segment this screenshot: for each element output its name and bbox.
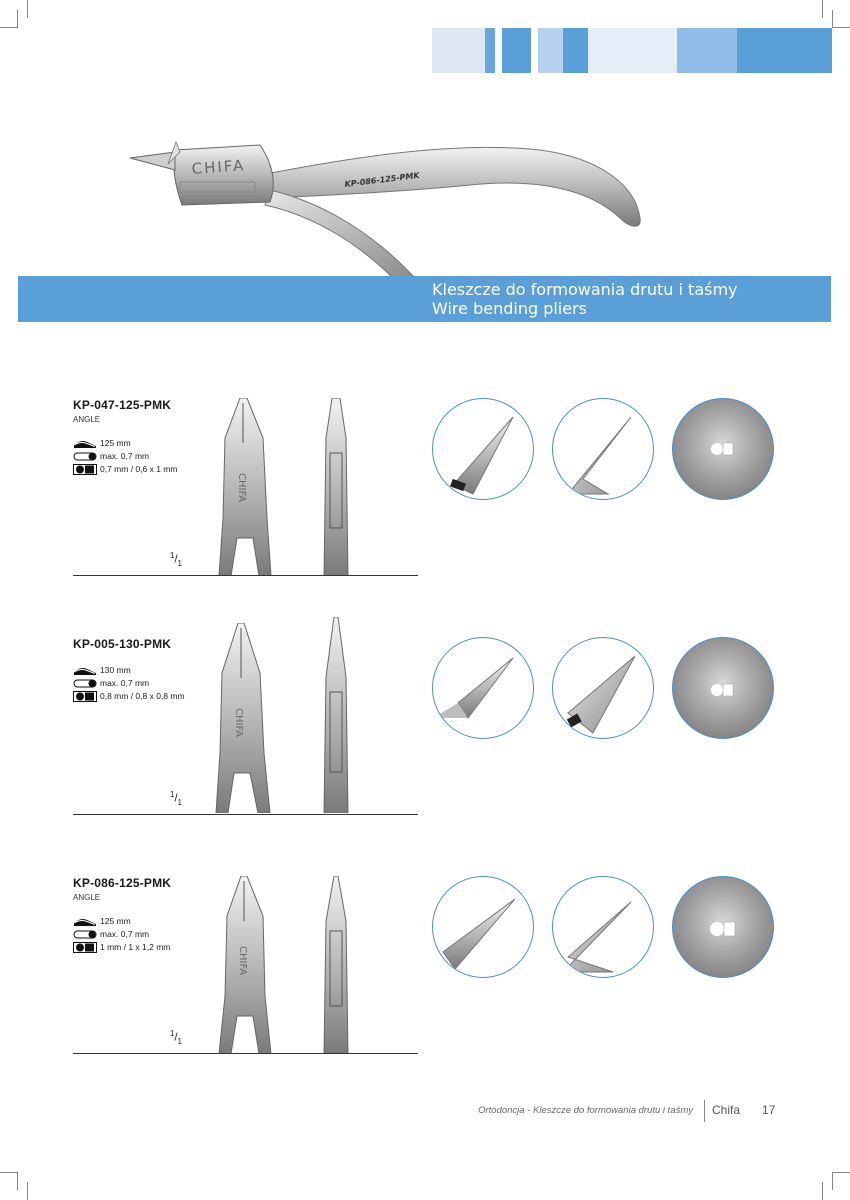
plier-length-icon xyxy=(73,916,97,927)
spec-length-value: 125 mm xyxy=(100,916,131,926)
hero-brand-mark: CHIFA xyxy=(191,156,246,178)
crop-mark xyxy=(0,1172,18,1173)
tip-detail-circle xyxy=(552,876,654,978)
crop-mark xyxy=(832,27,850,28)
banner-title-en: Wire bending pliers xyxy=(432,299,587,318)
pliers-front-view xyxy=(215,876,275,1054)
product-code: KP-047-125-PMK xyxy=(73,398,172,412)
product-code: KP-005-130-PMK xyxy=(73,637,172,651)
strip-block xyxy=(677,28,737,73)
crop-mark xyxy=(27,1182,28,1200)
footer-brand: Chifa xyxy=(712,1103,741,1117)
footer-section-text: Ortodoncja - Kleszcze do formowania drutu i taśmy xyxy=(478,1105,693,1116)
product-code: KP-086-125-PMK xyxy=(73,876,172,890)
pliers-front-view xyxy=(215,398,275,576)
crop-mark xyxy=(832,1172,833,1190)
crop-mark xyxy=(17,10,18,28)
pliers-brand-mark: CHIFA xyxy=(237,946,248,976)
page-number: 17 xyxy=(762,1103,776,1117)
spec-wire-section-value: 1 mm / 1 x 1,2 mm xyxy=(100,942,171,952)
product-divider xyxy=(73,1053,418,1054)
strip-block xyxy=(588,28,677,73)
tip-profile-circle xyxy=(672,876,774,978)
pliers-side-view xyxy=(318,398,354,576)
scale-label: $^1/_1$ xyxy=(170,790,182,807)
banner-title-pl: Kleszcze do formowania drutu i taśmy xyxy=(432,280,738,299)
strip-block xyxy=(737,28,832,73)
pliers-side-view xyxy=(318,876,354,1054)
spec-wire-section-value: 0,7 mm / 0,6 x 1 mm xyxy=(100,464,178,474)
scale-label: $^1/_1$ xyxy=(170,551,182,568)
strip-block xyxy=(538,28,563,73)
wire-section-icon xyxy=(73,464,97,475)
section-banner xyxy=(18,276,831,322)
product-divider xyxy=(73,814,418,815)
pliers-front-view xyxy=(210,623,276,813)
scale-label: $^1/_1$ xyxy=(170,1029,182,1046)
wire-section-icon xyxy=(73,691,97,702)
tip-profile-circle xyxy=(672,637,774,739)
product-subtitle: ANGLE xyxy=(73,415,101,424)
hero-pliers-image xyxy=(120,130,660,280)
pliers-side-view xyxy=(318,617,354,813)
product-subtitle: ANGLE xyxy=(73,893,101,902)
wire-round-icon xyxy=(73,929,97,940)
footer-divider xyxy=(704,1100,705,1122)
spec-max-wire-value: max. 0,7 mm xyxy=(100,678,150,688)
spec-wire-section-value: 0,8 mm / 0,8 x 0,8 mm xyxy=(100,691,185,701)
product-divider xyxy=(73,575,418,576)
pliers-brand-mark: CHIFA xyxy=(236,473,247,503)
strip-block xyxy=(563,28,588,73)
strip-block xyxy=(432,28,485,73)
spec-max-wire-value: max. 0,7 mm xyxy=(100,929,150,939)
crop-mark xyxy=(17,1172,18,1190)
spec-length-value: 125 mm xyxy=(100,438,131,448)
tip-detail-circle xyxy=(432,398,534,500)
tip-detail-circle xyxy=(552,637,654,739)
wire-round-icon xyxy=(73,678,97,689)
tip-detail-circle xyxy=(552,398,654,500)
strip-block xyxy=(485,28,495,73)
plier-length-icon xyxy=(73,438,97,449)
crop-mark xyxy=(27,0,28,18)
spec-length-value: 130 mm xyxy=(100,665,131,675)
tip-profile-circle xyxy=(672,398,774,500)
crop-mark xyxy=(822,0,823,18)
wire-round-icon xyxy=(73,451,97,462)
wire-section-icon xyxy=(73,942,97,953)
tip-detail-circle xyxy=(432,876,534,978)
hero-engraving: KP-086-125-PMK xyxy=(344,170,420,189)
crop-mark xyxy=(832,1172,850,1173)
tip-detail-circle xyxy=(432,637,534,739)
crop-mark xyxy=(0,27,18,28)
strip-block xyxy=(502,28,531,73)
crop-mark xyxy=(822,1182,823,1200)
plier-length-icon xyxy=(73,665,97,676)
spec-max-wire-value: max. 0,7 mm xyxy=(100,451,150,461)
crop-mark xyxy=(832,10,833,28)
pliers-brand-mark: CHIFA xyxy=(233,708,244,738)
